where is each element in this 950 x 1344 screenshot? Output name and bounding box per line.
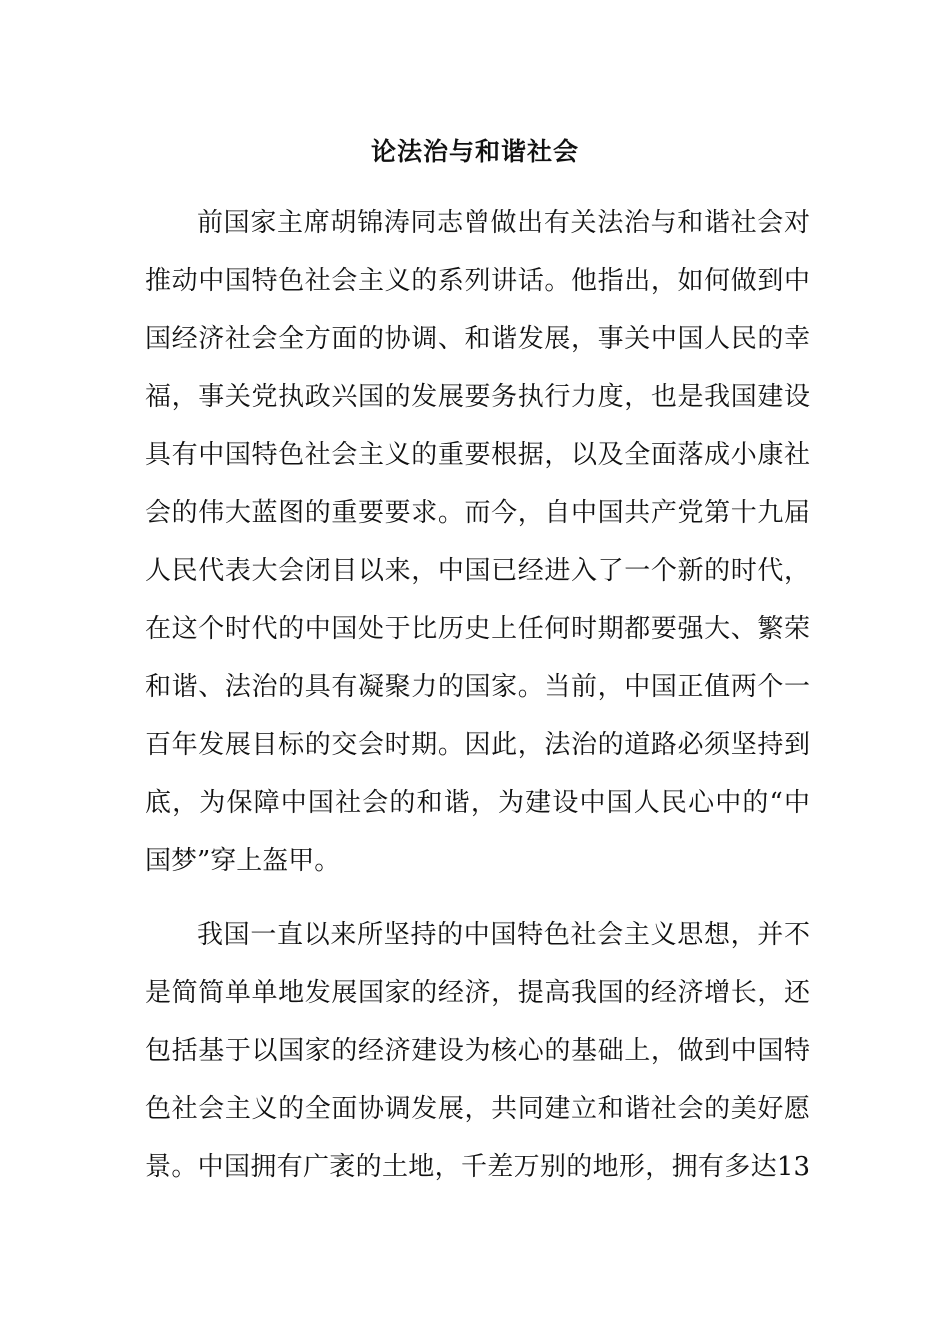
text-line: 前国家主席胡锦涛同志曾做出有关法治与和谐社会对 <box>197 208 810 238</box>
text-line: 我国一直以来所坚持的中国特色社会主义思想，并不 <box>197 920 810 950</box>
text-line: 国经济社会全方面的协调、和谐发展，事关中国人民的幸 <box>145 324 810 354</box>
text-line: 和谐、法治的具有凝聚力的国家。当前，中国正值两个一 <box>145 672 810 702</box>
text-line: 色社会主义的全面协调发展，共同建立和谐社会的美好愿 <box>145 1094 810 1124</box>
text-line: 包括基于以国家的经济建设为核心的基础上，做到中国特 <box>145 1036 810 1066</box>
text-line: 百年发展目标的交会时期。因此，法治的道路必须坚持到 <box>145 730 810 760</box>
text-line: 景。中国拥有广袤的土地，千差万别的地形，拥有多达13 <box>145 1152 810 1182</box>
paragraph-2 <box>145 906 810 1196</box>
text-line: 具有中国特色社会主义的重要根据，以及全面落成小康社 <box>145 440 810 470</box>
paragraph-1 <box>145 194 810 890</box>
text-line: 会的伟大蓝图的重要要求。而今，自中国共产党第十九届 <box>145 498 810 528</box>
text-line: 国梦”穿上盔甲。 <box>145 846 341 876</box>
text-line: 在这个时代的中国处于比历史上任何时期都要强大、繁荣 <box>145 614 810 644</box>
document-title: 论法治与和谐社会 <box>370 137 579 166</box>
text-line: 人民代表大会闭目以来，中国已经进入了一个新的时代， <box>145 556 810 586</box>
text-line: 福，事关党执政兴国的发展要务执行力度，也是我国建设 <box>145 382 810 412</box>
text-line: 推动中国特色社会主义的系列讲话。他指出，如何做到中 <box>145 266 810 296</box>
text-line: 是简简单单地发展国家的经济，提高我国的经济增长，还 <box>145 978 810 1008</box>
text-line: 底，为保障中国社会的和谐，为建设中国人民心中的“中 <box>145 788 810 818</box>
